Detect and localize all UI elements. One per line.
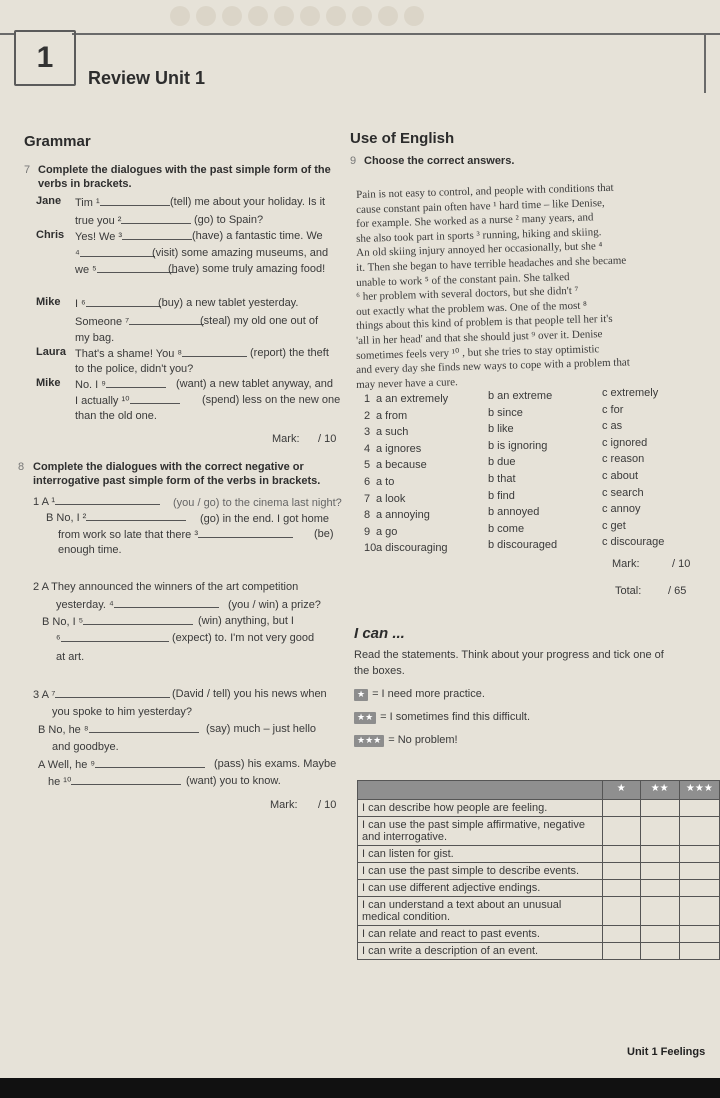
question-number: 6 <box>364 476 371 488</box>
answer-blank[interactable] <box>100 195 170 206</box>
ex8-d2-b-cue: (win) anything, but I <box>198 615 294 627</box>
ex7-number: 7 <box>24 164 31 176</box>
tick-box[interactable] <box>602 926 640 943</box>
answer-blank[interactable] <box>114 597 219 608</box>
ex8-d2-a2-cue: (you / win) a prize? <box>228 599 321 611</box>
header-rule-left <box>0 33 14 35</box>
grammar-heading: Grammar <box>24 133 91 150</box>
dialogue-line <box>75 331 114 345</box>
tick-box[interactable] <box>602 846 640 863</box>
verb-cue: (tell) me about your holiday. Is it <box>170 196 326 208</box>
answer-option-b[interactable]: b find <box>488 489 515 502</box>
can-do-statement: I can listen for gist. <box>358 846 603 863</box>
answer-option-c[interactable]: c as <box>602 420 623 433</box>
passage-line: cause constant pain often have ¹ hard time – like Denise, <box>356 196 605 216</box>
question-number: 8 <box>364 509 371 522</box>
dialogue-line <box>75 377 166 392</box>
answer-blank[interactable] <box>55 687 170 698</box>
answer-option-c[interactable]: c about <box>602 470 639 482</box>
ex8-d3-a-cue: (David / tell) you his news when <box>172 688 327 700</box>
answer-option-b[interactable]: b since <box>488 406 523 419</box>
speaker-name: Jane <box>36 195 62 207</box>
dialogue-line <box>75 229 192 244</box>
use-of-english-heading: Use of English <box>350 130 455 147</box>
answer-blank[interactable] <box>86 296 161 307</box>
answer-blank[interactable] <box>182 346 247 357</box>
answer-blank[interactable] <box>198 527 293 538</box>
can-do-statement: I can use different adjective endings. <box>358 880 603 897</box>
tick-box[interactable] <box>602 897 640 926</box>
tick-box[interactable] <box>640 800 679 817</box>
question-number: 1 <box>364 393 371 405</box>
answer-blank[interactable] <box>61 631 169 642</box>
tick-box[interactable] <box>679 846 719 863</box>
passage-line: she also took part in sports ³ running, hiking and skiing. <box>356 225 602 245</box>
total-value: / 65 <box>668 585 687 597</box>
question-number: 2 <box>364 409 371 422</box>
ex9-mark-label: Mark: <box>612 558 640 570</box>
key-three-stars: ★★★ = No problem! <box>354 733 458 747</box>
can-do-statement: I can use the past simple affirmative, negative and interrogative. <box>358 817 603 846</box>
star-icon: ★ <box>354 689 368 701</box>
ex8-d1-b2: from work so late that there ³ <box>58 527 293 542</box>
answer-blank[interactable] <box>95 757 205 768</box>
dialogue-line <box>75 246 155 261</box>
key-two-stars: ★★ = I sometimes find this difficult. <box>354 710 530 724</box>
can-do-statement: I can use the past simple to describe events. <box>358 863 603 880</box>
can-do-statement: I can write a description of an event. <box>358 943 603 960</box>
dialogue-line <box>75 346 247 361</box>
answer-blank[interactable] <box>129 314 204 325</box>
dialogue-text: than the old one. <box>75 410 157 422</box>
question-number: 3 <box>364 426 371 439</box>
can-do-statement: I can describe how people are feeling. <box>358 800 603 817</box>
question-number: 9 <box>364 525 371 538</box>
table-row <box>358 846 720 863</box>
answer-option-c[interactable]: c get <box>602 519 626 532</box>
page-footer-label: Unit 1 Feelings <box>627 1046 706 1058</box>
total-label: Total: <box>615 585 642 597</box>
answer-option-c[interactable]: c extremely <box>602 387 659 399</box>
verb-cue: (report) the theft <box>250 347 329 359</box>
ex8-mark-total: / 10 <box>318 799 337 811</box>
tick-box[interactable] <box>679 880 719 897</box>
dialogue-line <box>75 314 204 329</box>
answer-option-b[interactable]: b is ignoring <box>488 439 548 452</box>
i-can-instruction-2: the boxes. <box>354 665 405 677</box>
verb-cue: (visit) some amazing museums, and <box>152 247 329 259</box>
passage-line: out exactly what the problem was. One of the most ⁸ <box>356 299 588 318</box>
tick-box[interactable] <box>640 943 679 960</box>
answer-option-c[interactable]: c for <box>602 403 624 416</box>
tick-box[interactable] <box>640 863 679 880</box>
ex8-d2-b: B No, I ⁵ <box>42 614 193 629</box>
answer-option-b[interactable]: b annoyed <box>488 506 540 519</box>
answer-option-a[interactable]: a because <box>376 459 427 472</box>
answer-option-a[interactable]: a to <box>376 476 395 488</box>
table-row <box>358 863 720 880</box>
passage-line: it. Then she began to have terrible headaches and she became <box>356 254 627 274</box>
can-do-statement: I can relate and react to past events. <box>358 926 603 943</box>
verb-cue: (buy) a new tablet yesterday. <box>158 297 299 309</box>
ex8-d2-a: 2 A They announced the winners of the art competition <box>33 581 299 593</box>
tick-box[interactable] <box>679 863 719 880</box>
header-rule <box>72 33 720 45</box>
ex9-instruction: Choose the correct answers. <box>364 155 515 167</box>
answer-option-a[interactable]: a such <box>376 426 409 439</box>
ex7-instruction-2: verbs in brackets. <box>38 178 132 190</box>
tick-box[interactable] <box>640 846 679 863</box>
answer-blank[interactable] <box>121 213 191 224</box>
dialogue-text: true you ² <box>75 215 122 227</box>
passage-line: An old skiing injury annoyed her occasionally, but she ⁴ <box>356 240 603 260</box>
decorative-dots <box>170 6 430 26</box>
answer-blank[interactable] <box>55 494 160 505</box>
ex8-d3-c2-cue: (want) you to know. <box>186 775 281 787</box>
dialogue-line <box>75 262 177 277</box>
star-icon: ★★ <box>640 781 679 800</box>
ex8-d3-a: 3 A ⁷ <box>33 687 170 702</box>
dialogue-text: my bag. <box>75 332 115 344</box>
ex8-d3-b: B No, he ⁸ <box>38 722 199 737</box>
dialogue-text: That's a shame! You ⁸ <box>75 348 183 360</box>
table-row <box>358 897 720 926</box>
dialogue-text: we ⁵ <box>75 264 97 276</box>
unit-number-box: 1 <box>14 30 76 86</box>
table-header-cell <box>358 781 603 800</box>
passage-line: and every day she finds new ways to cope with a problem that <box>356 356 630 377</box>
tick-box[interactable] <box>640 817 679 846</box>
passage-line: ⁶ her problem with several doctors, but she didn't ⁷ <box>356 284 579 304</box>
passage-line: sometimes feels very ¹⁰ , but she tries to stay optimistic <box>356 342 600 362</box>
dialogue-text: to the police, didn't you? <box>75 363 194 375</box>
ex8-d1-b3: enough time. <box>58 544 122 556</box>
star-icon: ★★★ <box>679 781 719 800</box>
dialogue-text: Tim ¹ <box>75 197 100 209</box>
dialogue-line <box>75 296 161 311</box>
answer-blank[interactable] <box>106 377 166 388</box>
tick-box[interactable] <box>602 863 640 880</box>
tick-box[interactable] <box>640 897 679 926</box>
ex9-number: 9 <box>350 155 357 167</box>
verb-cue: (have) some truly amazing food! <box>168 263 326 275</box>
dialogue-line <box>75 393 180 408</box>
ex8-d1-b-cue: (go) in the end. I got home <box>200 513 330 525</box>
header-rule-right <box>704 33 706 93</box>
ex8-number: 8 <box>18 461 25 473</box>
table-header-row <box>358 781 720 800</box>
ex8-d3-b2: and goodbye. <box>52 741 119 753</box>
ex7-mark-label: Mark: <box>272 433 300 445</box>
answer-option-b[interactable]: b due <box>488 456 516 469</box>
speaker-name: Chris <box>36 229 65 241</box>
answer-blank[interactable] <box>122 229 192 240</box>
verb-cue: (spend) less on the new one <box>202 394 341 406</box>
table-row <box>358 926 720 943</box>
ex8-instruction-1: Complete the dialogues with the correct negative or <box>33 461 304 473</box>
answer-option-a[interactable]: a discouraging <box>376 542 448 555</box>
table-row <box>358 943 720 960</box>
answer-blank[interactable] <box>86 510 186 521</box>
passage-line: unable to work ⁵ of the constant pain. She talked <box>356 270 570 289</box>
question-number: 7 <box>364 492 371 505</box>
table-row <box>358 817 720 846</box>
answer-blank[interactable] <box>130 393 180 404</box>
ex8-d2-b2: ⁶ <box>56 631 169 646</box>
answer-option-b[interactable]: b an extreme <box>488 390 553 402</box>
answer-option-c[interactable]: c ignored <box>602 436 648 449</box>
passage-line: for example. She worked as a nurse ² many years, and <box>356 211 594 231</box>
verb-cue: (go) to Spain? <box>194 214 264 226</box>
star-icon: ★ <box>602 781 640 800</box>
dialogue-line <box>75 213 191 228</box>
ex8-d3-a2: you spoke to him yesterday? <box>52 706 193 718</box>
dialogue-text: I ⁶ <box>75 298 86 310</box>
verb-cue: (have) a fantastic time. We <box>192 230 323 242</box>
answer-blank[interactable] <box>83 614 193 625</box>
ex8-d2-b2-cue: (expect) to. I'm not very good <box>172 632 315 644</box>
tick-box[interactable] <box>602 817 640 846</box>
speaker-name: Mike <box>36 377 61 389</box>
passage-line: may never have a cure. <box>356 375 459 391</box>
tick-box[interactable] <box>640 880 679 897</box>
answer-option-a[interactable]: a go <box>376 525 398 538</box>
ex8-d1-a-cue: (you / go) to the cinema last night? <box>173 497 342 509</box>
dialogue-text: Someone ⁷ <box>75 316 130 328</box>
answer-blank[interactable] <box>89 722 199 733</box>
tick-box[interactable] <box>679 817 719 846</box>
table-row <box>358 800 720 817</box>
answer-option-b[interactable]: b like <box>488 423 514 436</box>
answer-option-a[interactable]: a an extremely <box>376 393 449 405</box>
answer-option-b[interactable]: b come <box>488 522 525 535</box>
can-do-statement: I can understand a text about an unusual medical condition. <box>358 897 603 926</box>
tick-box[interactable] <box>679 800 719 817</box>
table-row <box>358 880 720 897</box>
answer-blank[interactable] <box>97 262 177 273</box>
dialogue-text: ⁴ <box>75 248 80 260</box>
tick-box[interactable] <box>602 943 640 960</box>
answer-option-a[interactable]: a from <box>376 409 408 422</box>
tick-box[interactable] <box>602 800 640 817</box>
ex8-d3-b-cue: (say) much – just hello <box>206 723 317 735</box>
passage-line: Pain is not easy to control, and people with conditions that <box>356 181 614 201</box>
key-one-star: ★ = I need more practice. <box>354 687 485 701</box>
speaker-name: Laura <box>36 346 66 358</box>
answer-option-c[interactable]: c annoy <box>602 503 641 516</box>
ex8-instruction-2: interrogative past simple form of the verbs in brackets. <box>33 475 321 487</box>
dialogue-text: Yes! We ³ <box>75 231 123 243</box>
speaker-name: Mike <box>36 296 61 308</box>
bottom-edge <box>0 1078 720 1098</box>
ex7-mark-total: / 10 <box>318 433 337 445</box>
dialogue-line <box>75 409 157 423</box>
dialogue-text: I actually ¹⁰ <box>75 395 130 407</box>
i-can-instruction-1: Read the statements. Think about your progress and tick one of <box>354 649 664 661</box>
star-icon: ★★★ <box>354 735 384 747</box>
answer-option-c[interactable]: c discourage <box>602 536 665 549</box>
self-assessment-table <box>357 780 720 960</box>
question-number: 4 <box>364 442 371 455</box>
ex9-mark-total: / 10 <box>672 558 691 570</box>
star-icon: ★★ <box>354 712 376 724</box>
ex8-d3-c: A Well, he ⁹ <box>38 757 205 772</box>
tick-box[interactable] <box>679 897 719 926</box>
answer-option-a[interactable]: a look <box>376 492 406 505</box>
tick-box[interactable] <box>640 926 679 943</box>
question-number: 10 <box>364 542 377 555</box>
dialogue-line <box>75 362 193 376</box>
verb-cue: (steal) my old one out of <box>200 315 319 327</box>
tick-box[interactable] <box>602 880 640 897</box>
answer-option-c[interactable]: c search <box>602 486 644 499</box>
passage-line: things about this kind of problem is that people tell her it's <box>356 313 613 333</box>
i-can-heading: I can ... <box>354 625 405 642</box>
ex8-d1-b: B No, I ² <box>46 510 186 525</box>
ex7-instruction-1: Complete the dialogues with the past simple form of the <box>38 164 331 176</box>
dialogue-line <box>75 195 170 210</box>
answer-option-b[interactable]: b discouraged <box>488 539 558 552</box>
answer-blank[interactable] <box>80 246 155 257</box>
ex8-mark-label: Mark: <box>270 799 298 811</box>
ex8-d1-b2-cue: (be) <box>314 528 334 540</box>
verb-cue: (want) a new tablet anyway, and <box>176 378 333 390</box>
ex8-d2-a2: yesterday. ⁴ <box>56 597 219 612</box>
answer-option-b[interactable]: b that <box>488 473 516 485</box>
passage-line: 'all in her head' and that she should just ⁹ over it. Denise <box>356 328 603 347</box>
ex8-d2-b3: at art. <box>56 651 85 663</box>
question-number: 5 <box>364 459 371 472</box>
answer-option-c[interactable]: c reason <box>602 453 645 466</box>
tick-box[interactable] <box>679 943 719 960</box>
answer-option-a[interactable]: a annoying <box>376 509 430 522</box>
tick-box[interactable] <box>679 926 719 943</box>
dialogue-text: No. I ⁹ <box>75 379 106 391</box>
answer-option-a[interactable]: a ignores <box>376 442 422 455</box>
ex8-d3-c-cue: (pass) his exams. Maybe <box>214 758 337 770</box>
ex8-d1-a: 1 A ¹ <box>33 494 160 509</box>
page-title: Review Unit 1 <box>88 68 206 88</box>
ex8-d3-c2: he ¹⁰ <box>48 774 181 789</box>
answer-blank[interactable] <box>71 774 181 785</box>
